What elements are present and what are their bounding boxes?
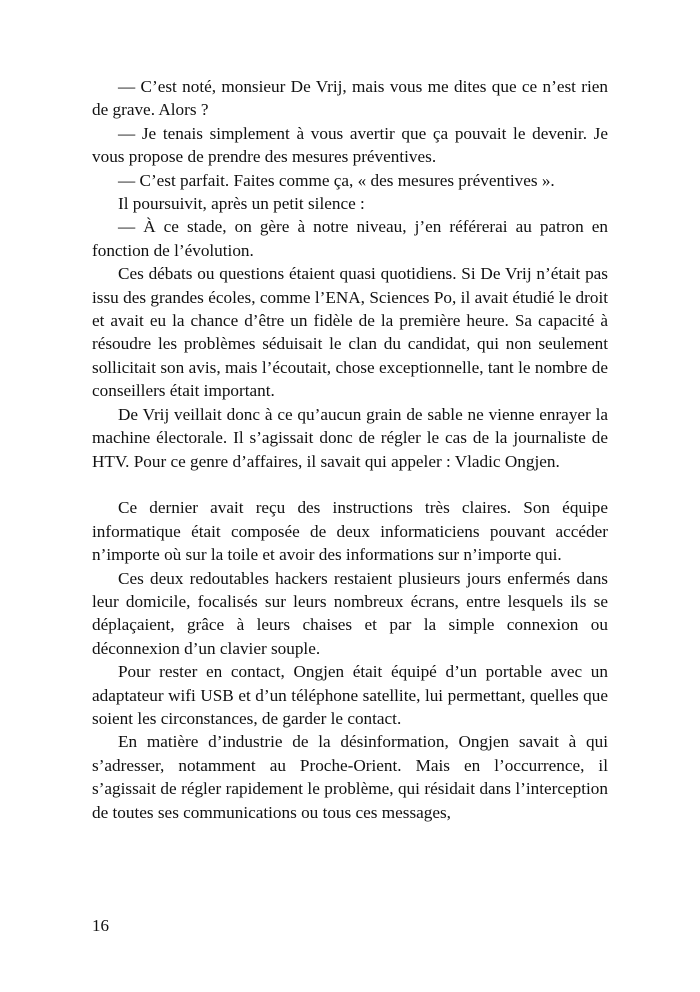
paragraph: De Vrij veillait donc à ce qu’aucun grain de sable ne vienne enrayer la machine électorale. Il s’agissait donc de régler le cas de la journaliste de HTV. Pour ce genre d’affaires, il savait qui appeler : Vladic Ongjen. <box>92 404 608 471</box>
body-text <box>92 75 608 824</box>
paragraph: — C’est parfait. Faites comme ça, « des mesures préventives ». <box>118 170 555 190</box>
paragraph: Ce dernier avait reçu des instructions très claires. Son équipe informatique était composée de deux informaticiens pouvant accéder n’importe où sur la toile et avoir des informations sur n’importe qui. <box>92 498 608 565</box>
paragraph: Il poursuivit, après un petit silence : <box>118 194 365 214</box>
paragraph: — À ce stade, on gère à notre niveau, j’en référerai au patron en fonction de l’évolution. <box>92 217 608 260</box>
paragraph: — C’est noté, monsieur De Vrij, mais vous me dites que ce n’est rien de grave. Alors ? <box>92 77 608 120</box>
page-number: 16 <box>92 916 109 935</box>
paragraph: Ces débats ou questions étaient quasi quotidiens. Si De Vrij n’était pas issu des grandes écoles, comme l’ENA, Sciences Po, il avait étudié le droit et avait eu la chance d’être un fidèle de la première heure. Sa capacité à résoudre les problèmes séduisait le clan du candidat, qui non seulement sollicitait son avis, mais l’écoutait, chose exceptionnelle, tant le nombre de conseillers était important. <box>92 264 608 401</box>
paragraph: — Je tenais simplement à vous avertir que ça pouvait le devenir. Je vous propose de prendre des mesures préventives. <box>92 123 608 167</box>
paragraph: Ces deux redoutables hackers restaient plusieurs jours enfermés dans leur domicile, focalisés sur leurs nombreux écrans, entre lesquels ils se déplaçaient, grâce à leurs chaises et par la simple connexion ou déconnexion d’un clavier souple. <box>92 568 608 658</box>
paragraph: Pour rester en contact, Ongjen était équipé d’un portable avec un adaptateur wifi USB et d’un téléphone satellite, lui permettant, quelles que soient les circonstances, de garder le contact. <box>92 662 608 728</box>
paragraph: En matière d’industrie de la désinformation, Ongjen savait à qui s’adresser, notamment au Proche-Orient. Mais en l’occurrence, il s’agissait de régler rapidement le problème, qui résidait dans l’interception de toutes ses communications ou tous ces messages, <box>92 732 608 822</box>
